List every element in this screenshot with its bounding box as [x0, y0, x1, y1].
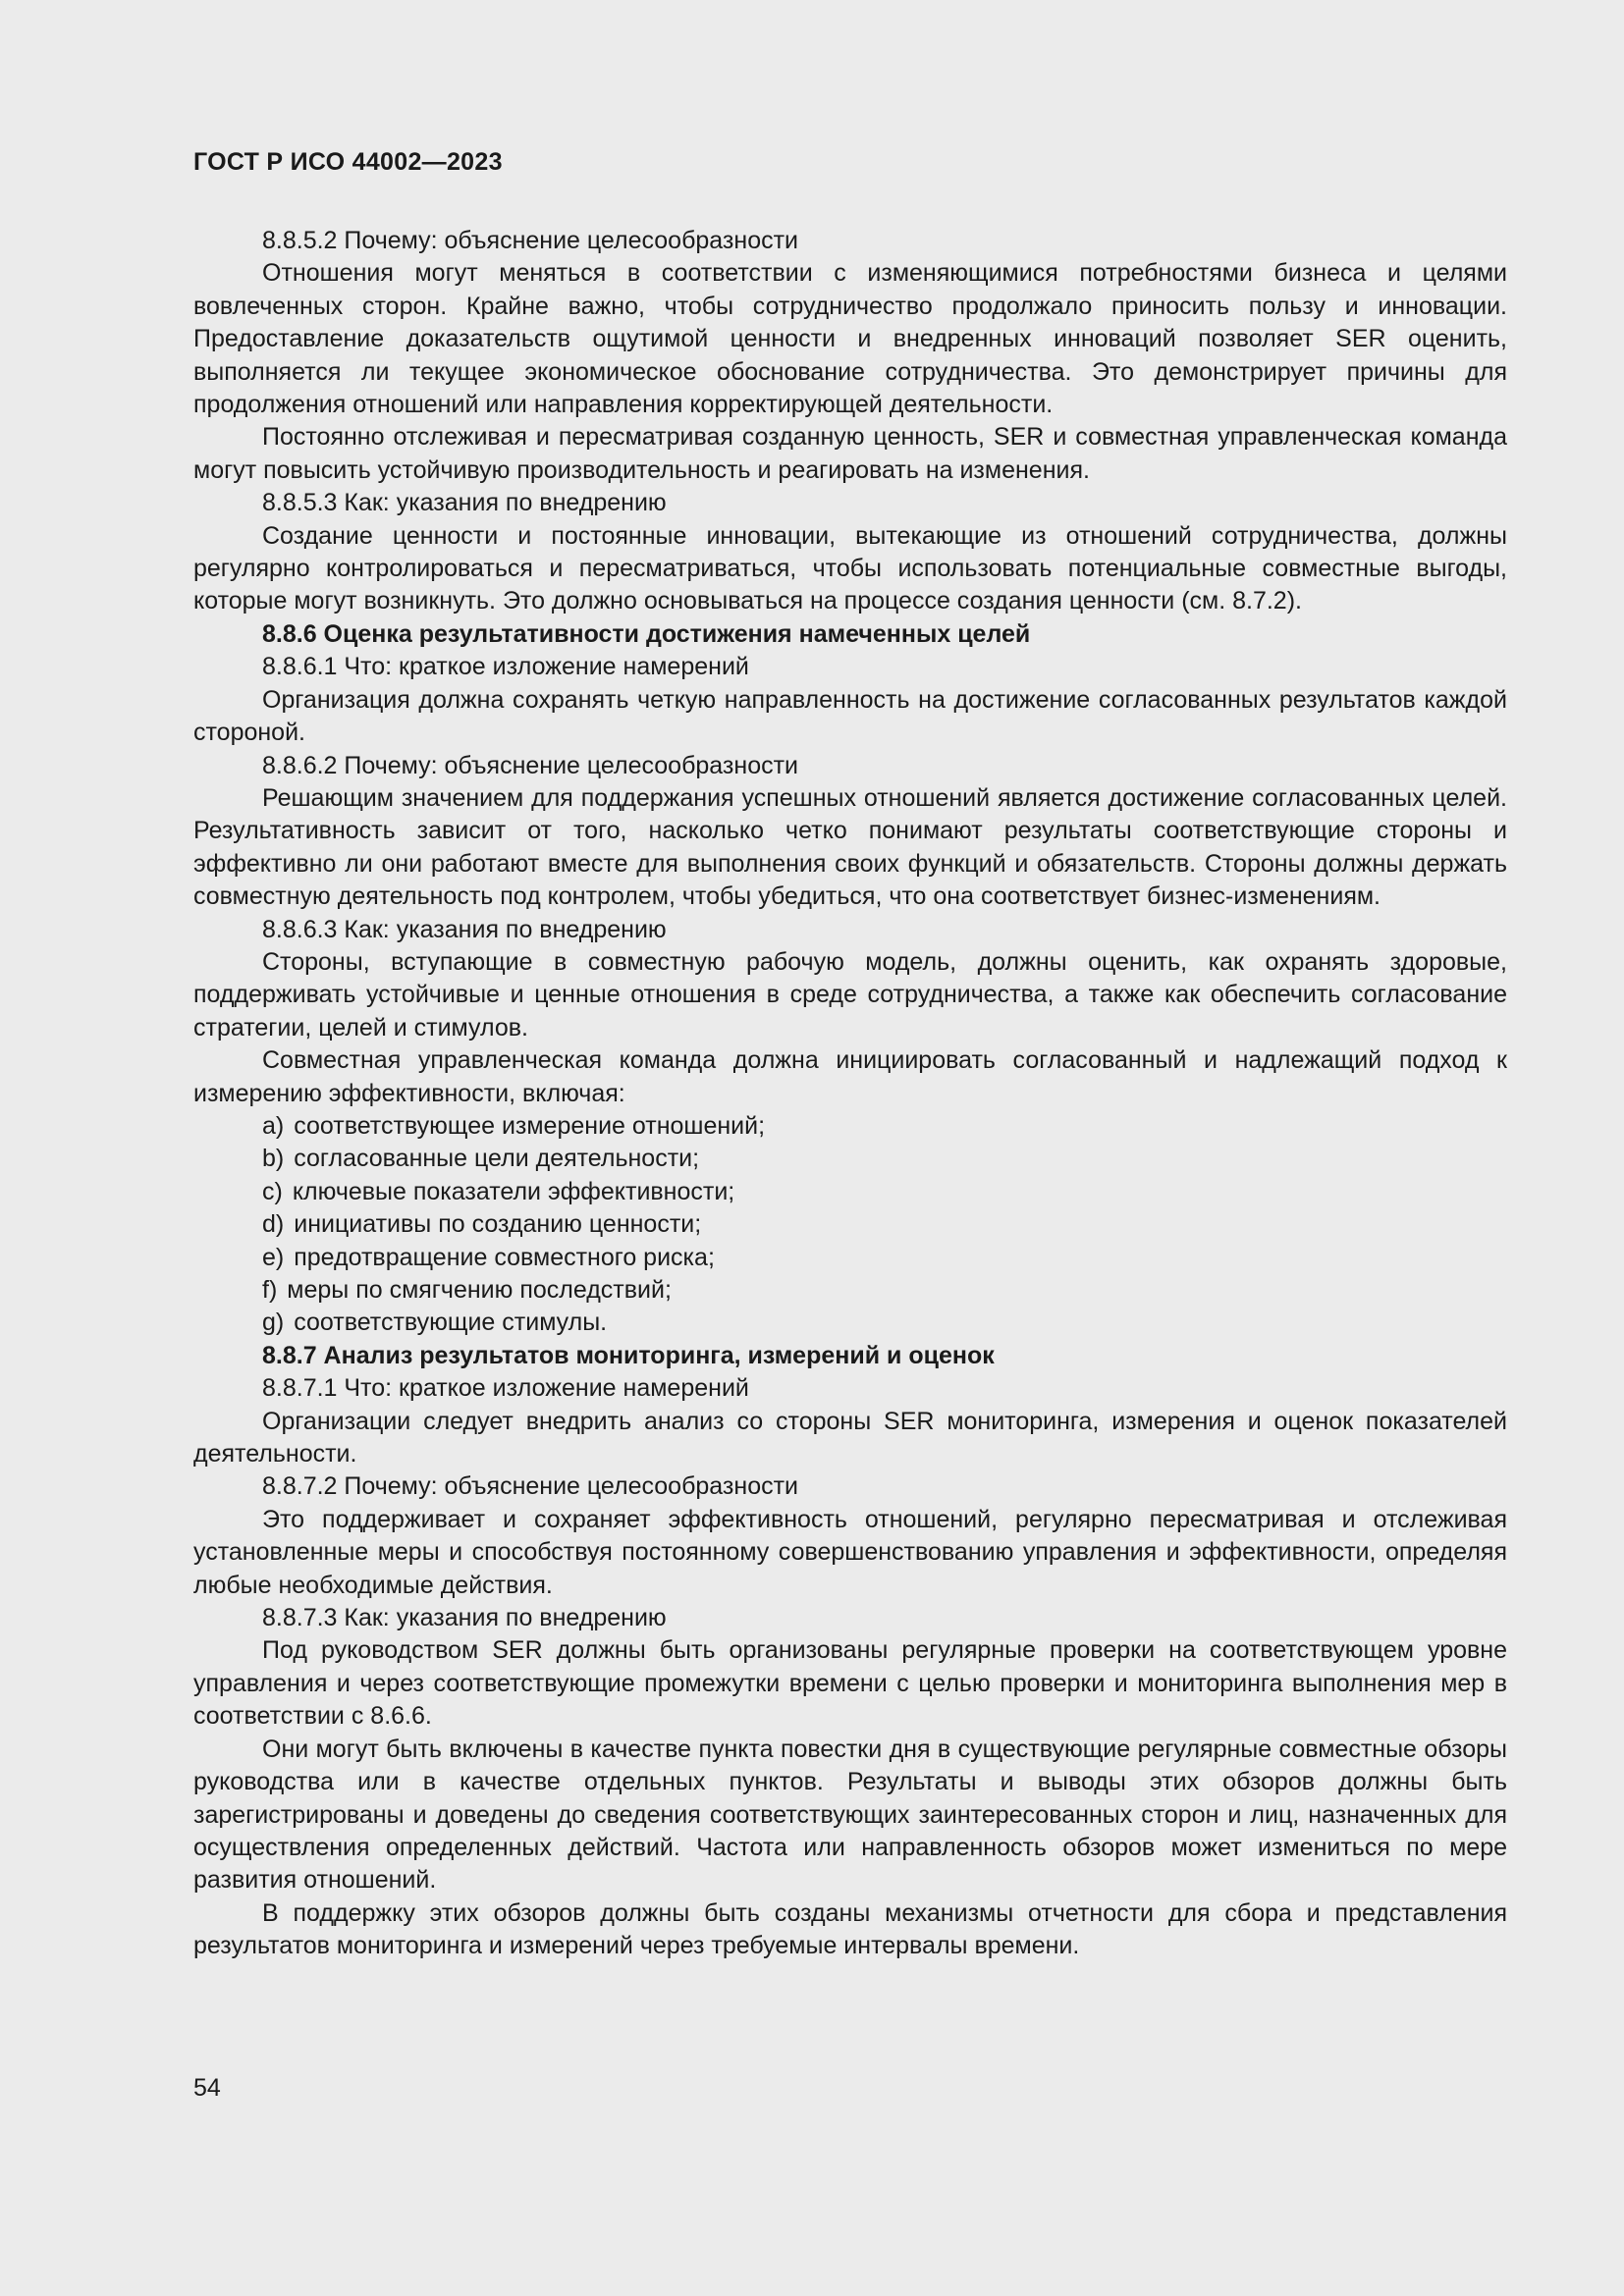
list-item-text: соответствующие стимулы. — [294, 1308, 608, 1337]
list-marker: f) — [262, 1276, 278, 1304]
subsection-heading: 8.8.5.2 Почему: объяснение целесообразности — [262, 227, 799, 254]
list-item-text: меры по смягчению последствий; — [287, 1276, 672, 1304]
subsection-heading: 8.8.7.2 Почему: объяснение целесообразности — [262, 1472, 799, 1501]
list-marker: d) — [262, 1210, 285, 1239]
section-heading: 8.8.6 Оценка результативности достижения намеченных целей — [262, 619, 1031, 648]
list-item — [193, 1242, 1507, 1274]
subsection-heading: 8.8.6.2 Почему: объяснение целесообразности — [262, 751, 799, 779]
list-item-text: согласованные цели деятельности; — [294, 1145, 700, 1173]
paragraph: Под руководством SER должны быть организованы регулярные проверки на соответствующем уровне управления и через соответствующие промежутки времени с целью проверки и мониторинга выполнения мер в соответствии с 8.6.6. — [193, 1636, 1507, 1731]
paragraph: Отношения могут меняться в соответствии с изменяющимися потребностями бизнеса и целями вовлеченных сторон. Крайне важно, чтобы сотрудничество продолжало приносить пользу и инновации. Предоставление доказательств ощутимой ценности и внедренных инноваций позволяет SER оценить, выполняется ли текущее экономическое обоснование сотрудничества. Это демонстрирует причины для продолжения отношений или направления корректирующей деятельности. — [193, 259, 1507, 419]
list-item-text: предотвращение совместного риска; — [294, 1243, 715, 1271]
list-marker: e) — [262, 1243, 285, 1271]
list-item-text: соответствующее измерение отношений; — [294, 1111, 766, 1140]
paragraph: Организация должна сохранять четкую направленность на достижение согласованных результатов каждой стороной. — [193, 685, 1507, 747]
paragraph: Стороны, вступающие в совместную рабочую модель, должны оценить, как охранять здоровые, поддерживать устойчивые и ценные отношения в среде сотрудничества, а также как обеспечить согласование стратегии, целей и стимулов. — [193, 947, 1507, 1041]
paragraph: Организации следует внедрить анализ со стороны SER мониторинга, измерения и оценок показателей деятельности. — [193, 1407, 1507, 1468]
subsection-heading: 8.8.7.1 Что: краткое изложение намерений — [262, 1374, 749, 1403]
list-item-text: ключевые показатели эффективности; — [292, 1177, 735, 1205]
paragraph: Решающим значением для поддержания успешных отношений является достижение согласованных целей. Результативность зависит от того, насколько четко понимают результаты соответствующие стороны и эффективно ли они работают вместе для выполнения своих функций и обязательств. Стороны должны держать совместную деятельность под контролем, чтобы убедиться, что она соответствует бизнес-изменениям. — [193, 783, 1507, 911]
page-number: 54 — [193, 2074, 221, 2102]
paragraph: В поддержку этих обзоров должны быть созданы механизмы отчетности для сбора и представления результатов мониторинга и измерений через требуемые интервалы времени. — [193, 1898, 1507, 1960]
list-item — [193, 1274, 1507, 1307]
list-item — [193, 1143, 1507, 1175]
list-marker: g) — [262, 1308, 285, 1337]
paragraph: Совместная управленческая команда должна инициировать согласованный и надлежащий подход к измерению эффективности, включая: — [193, 1046, 1507, 1107]
list-marker: c) — [262, 1177, 283, 1205]
list-item — [193, 1176, 1507, 1208]
list-item-text: инициативы по созданию ценности; — [294, 1210, 702, 1239]
subsection-heading: 8.8.6.1 Что: краткое изложение намерений — [262, 653, 749, 681]
document-header: ГОСТ Р ИСО 44002—2023 — [193, 148, 503, 176]
subsection-heading: 8.8.6.3 Как: указания по внедрению — [262, 915, 667, 943]
subsection-heading: 8.8.5.3 Как: указания по внедрению — [262, 489, 667, 517]
paragraph: Они могут быть включены в качестве пункта повестки дня в существующие регулярные совместные обзоры руководства или в качестве отдельных пунктов. Результаты и выводы этих обзоров должны быть зарегистрированы и доведены до сведения соответствующих заинтересованных сторон и лиц, назначенных для осуществления определенных действий. Частота или направленность обзоров может измениться по мере развития отношений. — [193, 1735, 1507, 1895]
list-item — [193, 1110, 1507, 1143]
document-body — [193, 225, 1507, 1963]
section-heading: 8.8.7 Анализ результатов мониторинга, измерений и оценок — [262, 1341, 995, 1369]
subsection-heading: 8.8.7.3 Как: указания по внедрению — [262, 1604, 667, 1632]
paragraph: Постоянно отслеживая и пересматривая созданную ценность, SER и совместная управленческая команда могут повысить устойчивую производительность и реагировать на изменения. — [193, 423, 1507, 484]
paragraph: Создание ценности и постоянные инновации, вытекающие из отношений сотрудничества, должны регулярно контролироваться и пересматриваться, чтобы использовать потенциальные совместные выгоды, которые могут возникнуть. Это должно основываться на процессе создания ценности (см. 8.7.2). — [193, 521, 1507, 615]
list-item — [193, 1307, 1507, 1339]
list-item — [193, 1208, 1507, 1241]
list-marker: b) — [262, 1145, 285, 1173]
paragraph: Это поддерживает и сохраняет эффективность отношений, регулярно пересматривая и отслеживая установленные меры и способствуя постоянному совершенствованию управления и эффективности, определяя любые необходимые действия. — [193, 1505, 1507, 1599]
list-marker: a) — [262, 1111, 285, 1140]
